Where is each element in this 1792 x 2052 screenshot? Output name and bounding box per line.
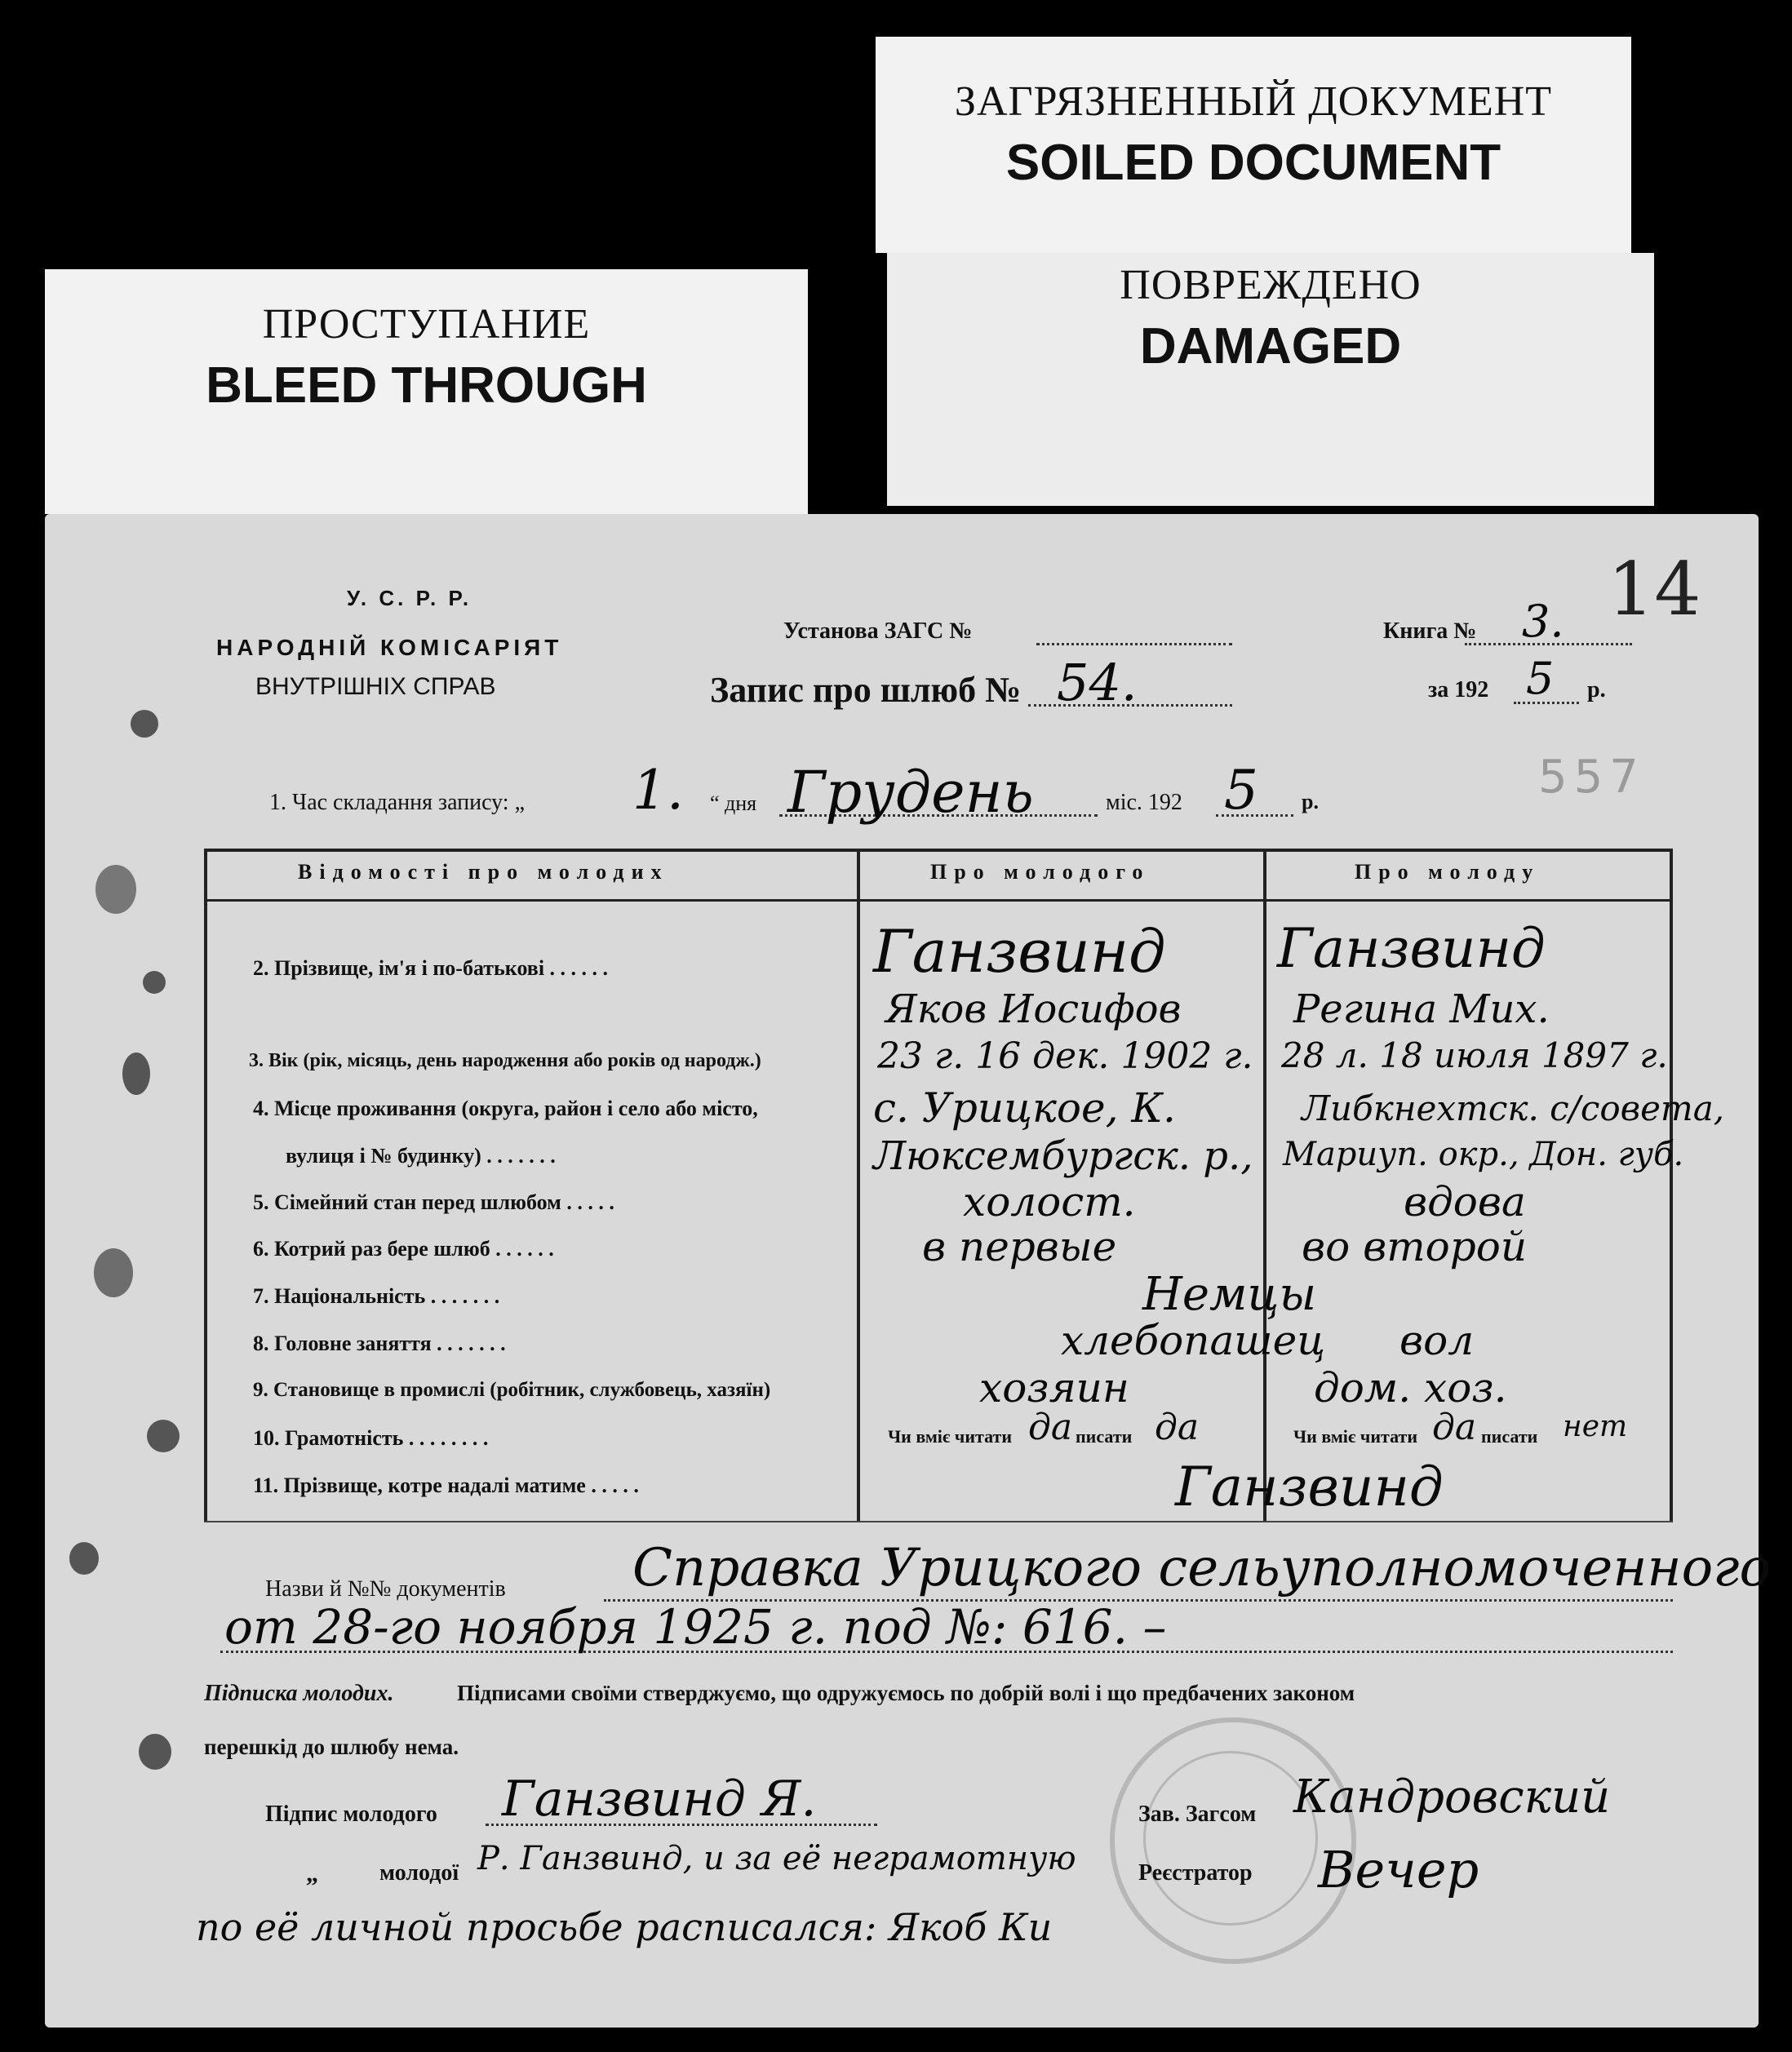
groom-write: да	[1155, 1407, 1200, 1448]
declaration-text2: перешкід до шлюбу нема.	[204, 1735, 459, 1759]
table-divider-groom	[857, 852, 860, 1521]
punch-hole	[122, 1053, 150, 1095]
date-month: Грудень	[787, 759, 1034, 826]
groom-occupation: хлебопашец	[1061, 1317, 1326, 1364]
documents-text2: от 28-го ноября 1925 г. под №: 616. –	[224, 1599, 1167, 1655]
punch-hole	[95, 865, 136, 914]
documents-label: Назви й №№ документів	[265, 1576, 506, 1602]
declaration-title: Підписка молодих.	[204, 1681, 394, 1706]
bride-read-prompt: Чи вміє читати	[1293, 1426, 1418, 1447]
punch-hole	[139, 1734, 171, 1770]
book-number: 3.	[1522, 596, 1564, 647]
row-label-times: 6. Котрий раз бере шлюб . . . . . .	[253, 1237, 554, 1261]
groom-read-prompt: Чи вміє читати	[888, 1426, 1013, 1447]
damaged-label	[887, 253, 1654, 506]
row-label-position: 9. Становище в промислі (робітник, службовець, хазяїн)	[253, 1379, 771, 1401]
year-label: за 192	[1428, 677, 1489, 702]
punch-hole	[94, 1248, 133, 1297]
row-label-future-surname: 11. Прізвище, котре надалі матиме . . . . .	[253, 1474, 639, 1497]
groom-age: 23 г. 16 дек. 1902 г.	[877, 1035, 1253, 1077]
table-header-bride: Про молоду	[1355, 860, 1541, 884]
table-header-info: Відомості про молодих	[298, 860, 669, 884]
year-suffix: р.	[1587, 677, 1606, 702]
soiled-label-ru: ЗАГРЯЗНЕННЫЙ ДОКУМЕНТ	[954, 78, 1553, 125]
registrar-signature: Вечер	[1318, 1840, 1479, 1899]
groom-marital: холост.	[963, 1178, 1136, 1225]
bride-signature-label: молодої	[379, 1860, 459, 1886]
record-number: 54.	[1057, 653, 1138, 712]
info-table	[204, 849, 1725, 1522]
republic-abbr: У. С. Р. Р.	[347, 586, 472, 610]
bride-times: во второй	[1302, 1223, 1528, 1270]
bride-write: нет	[1563, 1410, 1628, 1443]
damaged-label-ru: ПОВРЕЖДЕНО	[1120, 262, 1422, 308]
punch-hole	[143, 971, 166, 994]
groom-residence2: Люксембургск. р.,	[873, 1133, 1253, 1179]
registrar-label: Реєстратор	[1138, 1860, 1253, 1886]
groom-surname: Ганзвинд	[873, 917, 1166, 986]
row-label-name: 2. Прізвище, ім'я і по-батькові . . . . . .	[253, 956, 609, 980]
punch-hole	[131, 710, 158, 738]
damaged-label-en: DAMAGED	[1139, 318, 1402, 375]
groom-name: Яков Иосифов	[885, 986, 1182, 1032]
groom-signature-label: Підпис молодого	[265, 1802, 437, 1827]
bride-name: Регина Мих.	[1293, 986, 1550, 1032]
record-title: Запис про шлюб №	[710, 670, 1022, 710]
groom-residence1: с. Урицкое, К.	[873, 1084, 1176, 1132]
punch-hole	[147, 1420, 180, 1452]
future-surname: Ганзвинд	[1175, 1456, 1444, 1518]
bride-signature-cont: по её личной просьбе расписался: Якоб Ки	[196, 1905, 1053, 1949]
punch-hole	[69, 1542, 99, 1575]
bride-occupation: вол	[1399, 1317, 1475, 1364]
table-border-left	[204, 852, 207, 1521]
bride-position: дом. хоз.	[1314, 1364, 1507, 1412]
head-zags-signature: Кандровский	[1293, 1771, 1611, 1824]
soiled-label-en: SOILED DOCUMENT	[1005, 135, 1501, 191]
bride-write-prompt: писати	[1481, 1426, 1538, 1447]
row-label-nationality: 7. Національність . . . . . . .	[253, 1284, 500, 1308]
commissariat-line2: ВНУТРІШНІХ СПРАВ	[255, 673, 496, 700]
date-day: 1.	[632, 759, 684, 822]
documents-text1: Справка Урицкого сельуполномоченного	[632, 1538, 1771, 1598]
folio-number: 14	[1608, 547, 1701, 632]
row-label-marital: 5. Сімейний стан перед шлюбом . . . . .	[253, 1190, 614, 1214]
bleed-label-en: BLEED THROUGH	[206, 357, 647, 414]
zags-number-line	[1036, 643, 1232, 645]
row-label-residence: 4. Місце проживання (округа, район і село або місто,	[253, 1097, 758, 1120]
bride-signature-quote: „	[306, 1860, 318, 1887]
bride-signature: Р. Ганзвинд, и за её неграмотную	[477, 1840, 1076, 1877]
bride-residence1: Либкнехтск. с/совета,	[1302, 1088, 1725, 1128]
date-day-suffix: “ дня	[710, 791, 757, 815]
groom-times: в первые	[922, 1223, 1117, 1270]
row-label-occupation: 8. Головне заняття . . . . . . .	[253, 1332, 506, 1355]
bride-read: да	[1432, 1407, 1477, 1448]
row-label-residence-cont: вулиця і № будинку) . . . . . . .	[286, 1144, 556, 1168]
bride-age: 28 л. 18 июля 1897 г.	[1281, 1035, 1668, 1075]
row-label-literacy: 10. Грамотність . . . . . . . .	[253, 1426, 489, 1450]
book-label: Книга №	[1383, 618, 1477, 644]
head-zags-label: Зав. Загсом	[1138, 1802, 1257, 1827]
table-header-groom: Про молодого	[930, 860, 1151, 884]
bleed-through-label	[45, 269, 808, 514]
bleed-label-ru: ПРОСТУПАНИЕ	[262, 301, 591, 348]
bride-marital: вдова	[1404, 1178, 1526, 1225]
date-suffix: р.	[1302, 790, 1319, 813]
soiled-document-label	[876, 37, 1631, 253]
groom-write-prompt: писати	[1076, 1426, 1133, 1447]
bride-residence2: Мариуп. окр., Дон. губ.	[1283, 1136, 1684, 1173]
marriage-record-form	[45, 514, 1771, 2028]
nationality: Немцы	[1142, 1268, 1317, 1321]
zags-label: Установа ЗАГС №	[783, 618, 973, 644]
groom-position: хозяин	[979, 1364, 1129, 1412]
date-row-label: 1. Час складання запису: „	[269, 790, 525, 815]
groom-signature: Ганзвинд Я.	[502, 1771, 817, 1828]
date-month-label: міс. 192	[1106, 790, 1182, 815]
row-label-age: 3. Вік (рік, місяць, день народження або років од народж.)	[249, 1050, 761, 1071]
date-year: 5	[1224, 759, 1258, 822]
declaration-text1: Підписами своїми стверджуємо, що одружуємось по добрій волі і що предбачених законом	[457, 1681, 1355, 1705]
archive-number: 557	[1538, 751, 1645, 804]
commissariat-line1: НАРОДНІЙ КОМІСАРІЯТ	[216, 635, 563, 660]
table-header-line	[204, 899, 1673, 902]
table-divider-bride	[1263, 852, 1266, 1521]
bride-surname: Ганзвинд	[1277, 917, 1546, 980]
year-value: 5	[1526, 653, 1555, 704]
groom-read: да	[1028, 1407, 1073, 1448]
table-border-right	[1670, 852, 1673, 1521]
